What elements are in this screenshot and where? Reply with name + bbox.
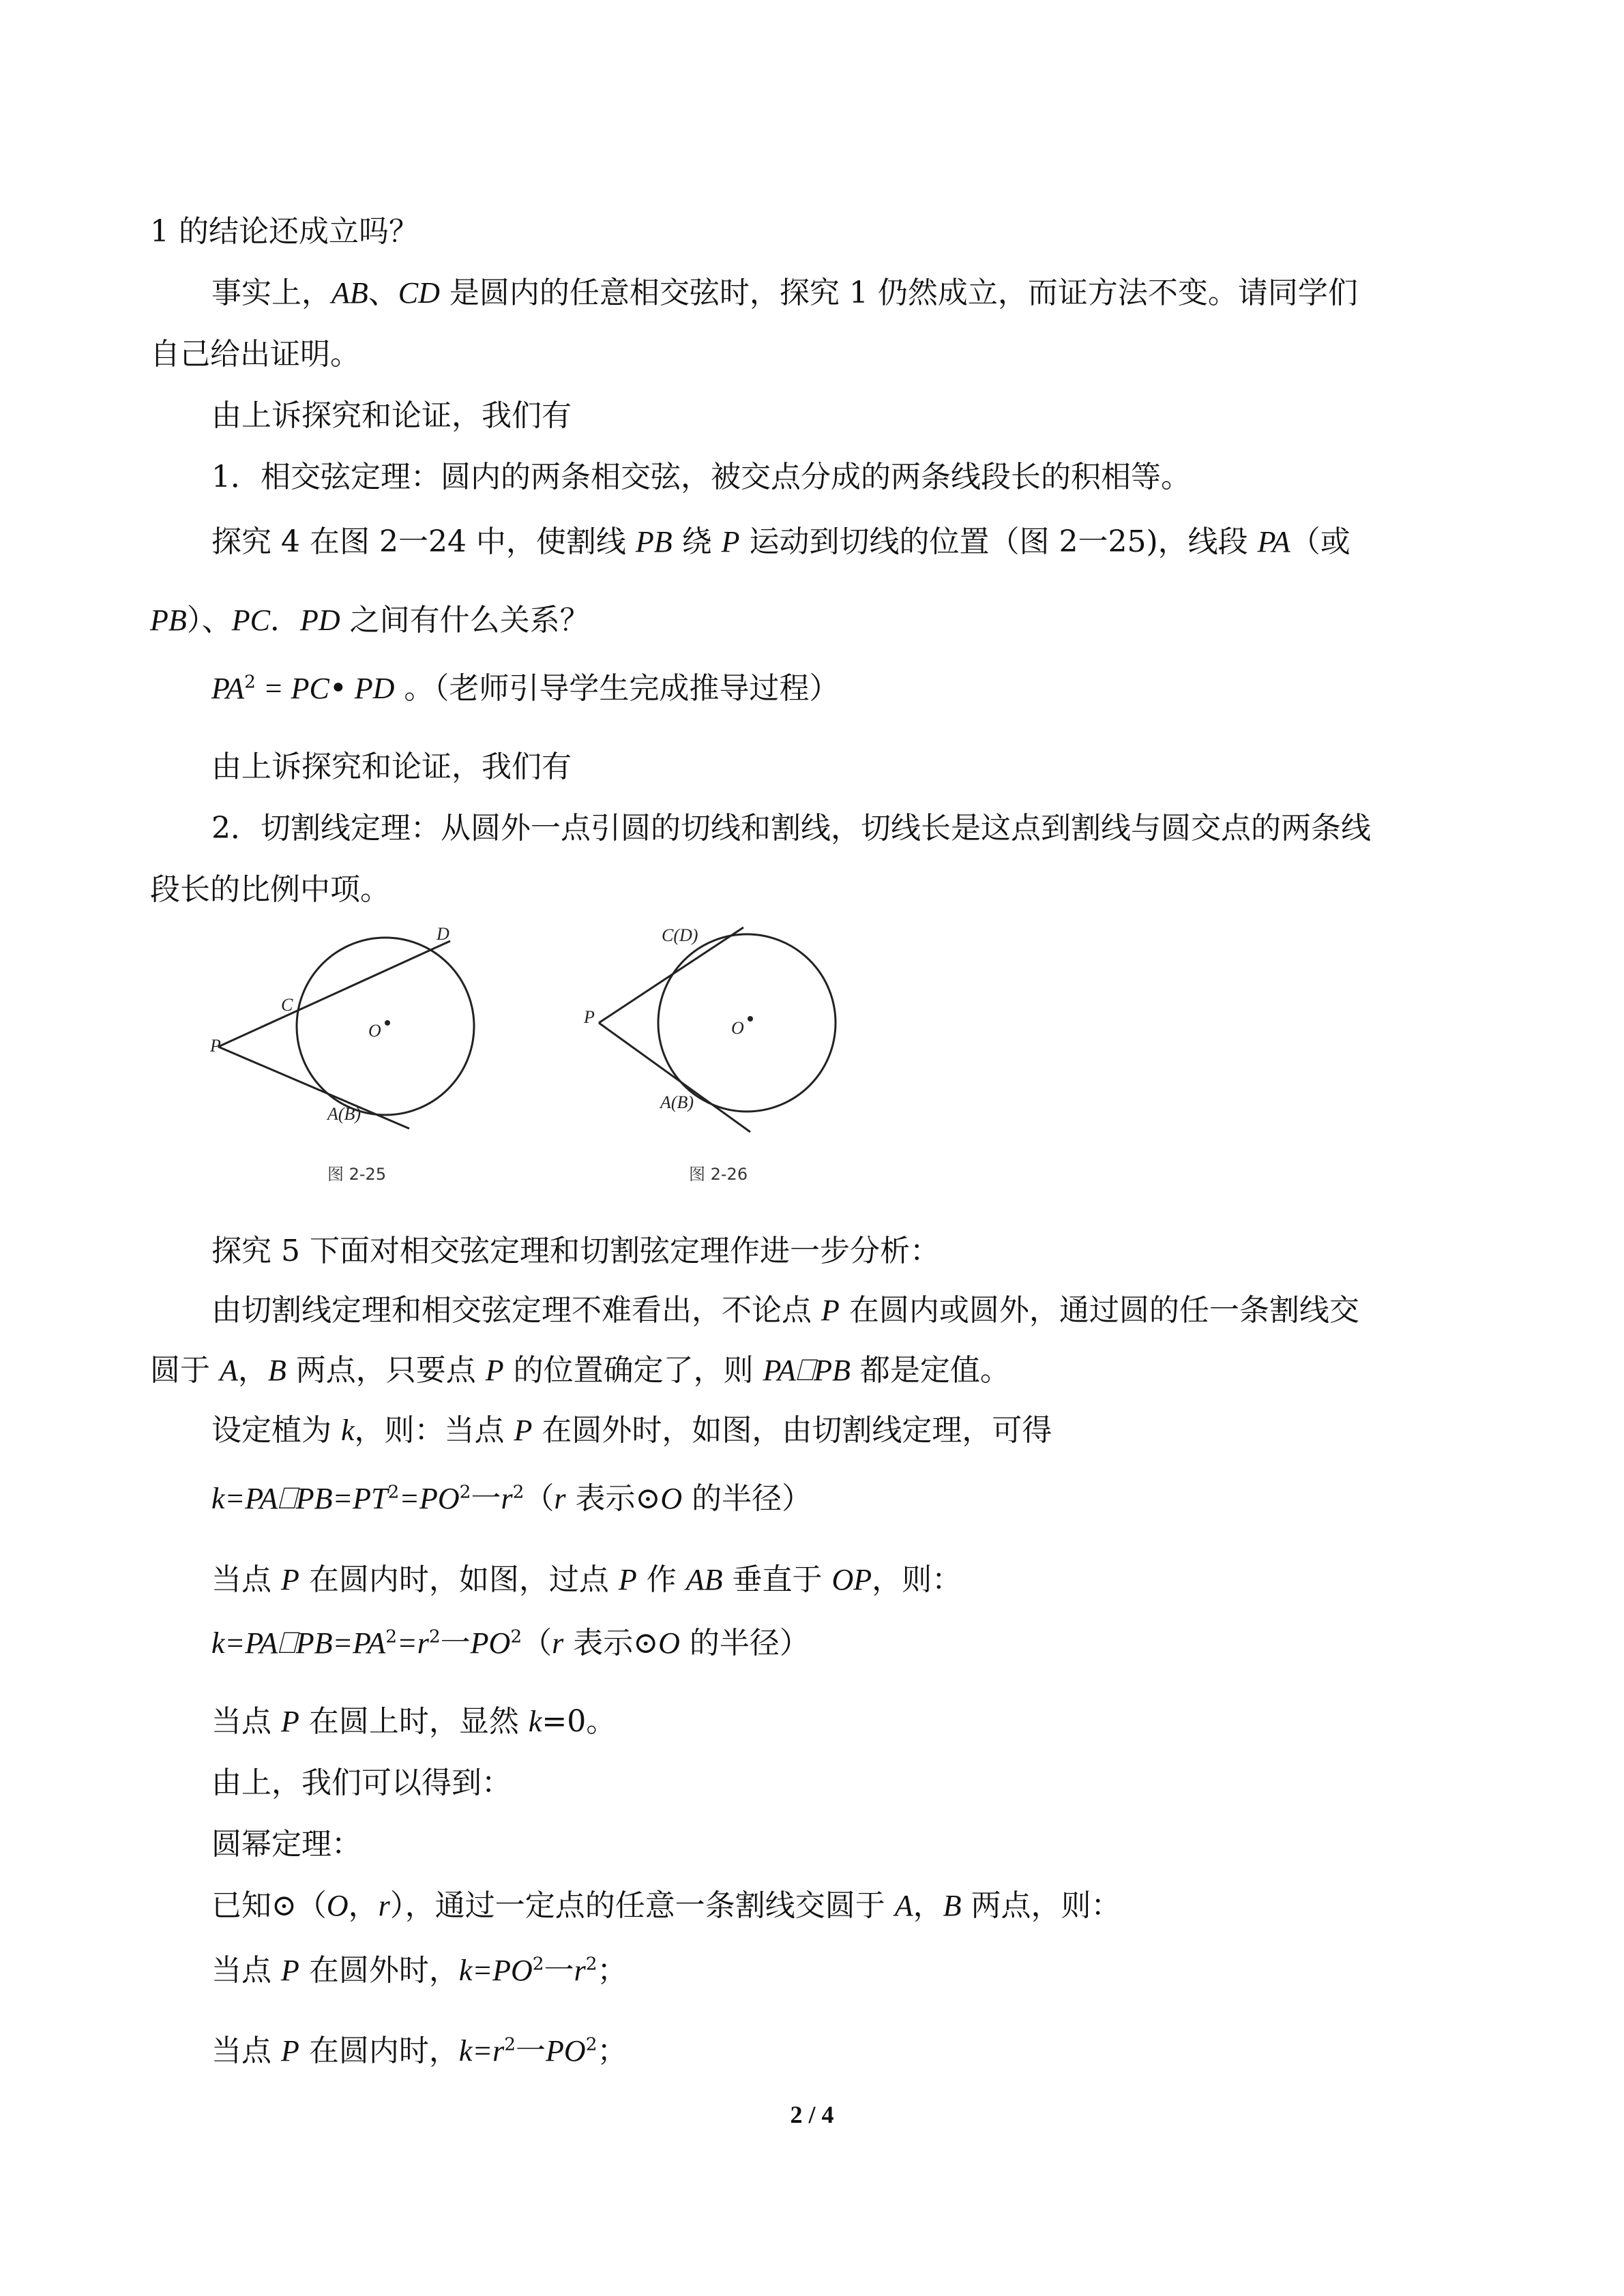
geometry-figures <box>205 921 859 1207</box>
label-ab-fig26: A(B) <box>660 1092 694 1112</box>
text-line-23: 当点 P 在圆外时，$k=PO^2$一$r^2$； <box>211 1953 628 1988</box>
caption-fig26: 图 2-26 <box>689 1165 748 1184</box>
theorem-power-of-point: 圆幂定理： <box>211 1827 361 1862</box>
text-line-24: 当点 P 在圆内时，$k=r^2$一$PO^2$； <box>211 2033 628 2068</box>
formula-outside: $k=PA⎕PB=PT^2=PO^2$一$r^2(r$ 表示⊙O 的半径） <box>211 1481 812 1516</box>
circle-o-fig25 <box>297 938 474 1115</box>
label-ab-fig25: A(B) <box>327 1104 361 1124</box>
label-p-fig26: P <box>584 1007 595 1027</box>
text-line-4: 由上诉探究和论证，我们有 <box>211 398 572 433</box>
text-line-1: 1 的结论还成立吗？ <box>150 214 419 249</box>
text-line-22: 已知⊙（O，r），通过一定点的任意一条割线交圆于 A，B 两点，则： <box>211 1888 1121 1923</box>
text-line-3: 自己给出证明。 <box>150 337 360 372</box>
formula-inside: $k=PA⎕PB=PA^2=r^2$一$PO^2(r$ 表示⊙O 的半径） <box>211 1626 810 1660</box>
text-line-11: 段长的比例中项。 <box>150 872 390 907</box>
figure-2-25 <box>218 938 474 1129</box>
text-line-19: 当点 P 在圆上时，显然 k=0。 <box>211 1704 617 1739</box>
center-dot-fig25 <box>385 1020 390 1026</box>
text-line-2: 事实上，AB、CD 是圆内的任意相交弦时，探究 1 仍然成立，而证方法不变。请同学们 <box>211 275 1358 310</box>
secant-line-fig25 <box>218 941 450 1047</box>
label-o-fig26: O <box>731 1018 744 1038</box>
label-c-fig25: C <box>281 995 293 1015</box>
label-o-fig25: O <box>368 1021 381 1041</box>
text-line-17: 当点 P 在圆内时，如图，过点 P 作 AB 垂直于 OP，则： <box>211 1562 962 1597</box>
label-p-fig25: P <box>210 1036 221 1056</box>
text-line-12: 探究 5 下面对相交弦定理和切割弦定理作进一步分析： <box>211 1234 940 1268</box>
tangent-line-fig25 <box>218 1047 409 1129</box>
figures <box>205 921 859 1207</box>
text-line-7: PB）、PC．PD 之间有什么关系？ <box>150 603 590 638</box>
theorem-tangent-secant: 2．切割线定理：从圆外一点引圆的切线和割线，切线长是这点到割线与圆交点的两条线 <box>211 811 1371 846</box>
formula-line: $PA^2$ = PC• PD 。（老师引导学生完成推导过程） <box>211 671 840 706</box>
text-line-20: 由上，我们可以得到： <box>211 1765 512 1800</box>
theorem-intersecting-chords: 1．相交弦定理：圆内的两条相交弦，被交点分成的两条线段长的积相等。 <box>211 460 1191 494</box>
tangent-lower-fig26 <box>599 1023 750 1132</box>
text-line-13: 由切割线定理和相交弦定理不难看出，不论点 P 在圆内或圆外，通过圆的任一条割线交 <box>211 1293 1359 1328</box>
figure-2-26 <box>599 927 836 1132</box>
label-d-fig25: D <box>437 924 449 944</box>
text-line-14: 圆于 A，B 两点，只要点 P 的位置确定了，则 PA⎕PB 都是定值。 <box>150 1353 1010 1388</box>
text-line-15: 设定植为 k，则：当点 P 在圆外时，如图，由切割线定理，可得 <box>211 1413 1052 1448</box>
caption-fig25: 图 2-25 <box>327 1165 387 1184</box>
text-line-6: 探究 4 在图 2一24 中，使割线 PB 绕 P 运动到切线的位置（图 2一25)，线段 PA（或 <box>211 524 1350 559</box>
center-dot-fig26 <box>748 1016 753 1022</box>
page-number: 2 / 4 <box>790 2101 834 2128</box>
text-line-9: 由上诉探究和论证，我们有 <box>211 749 572 784</box>
label-cd-fig26: C(D) <box>662 925 698 945</box>
